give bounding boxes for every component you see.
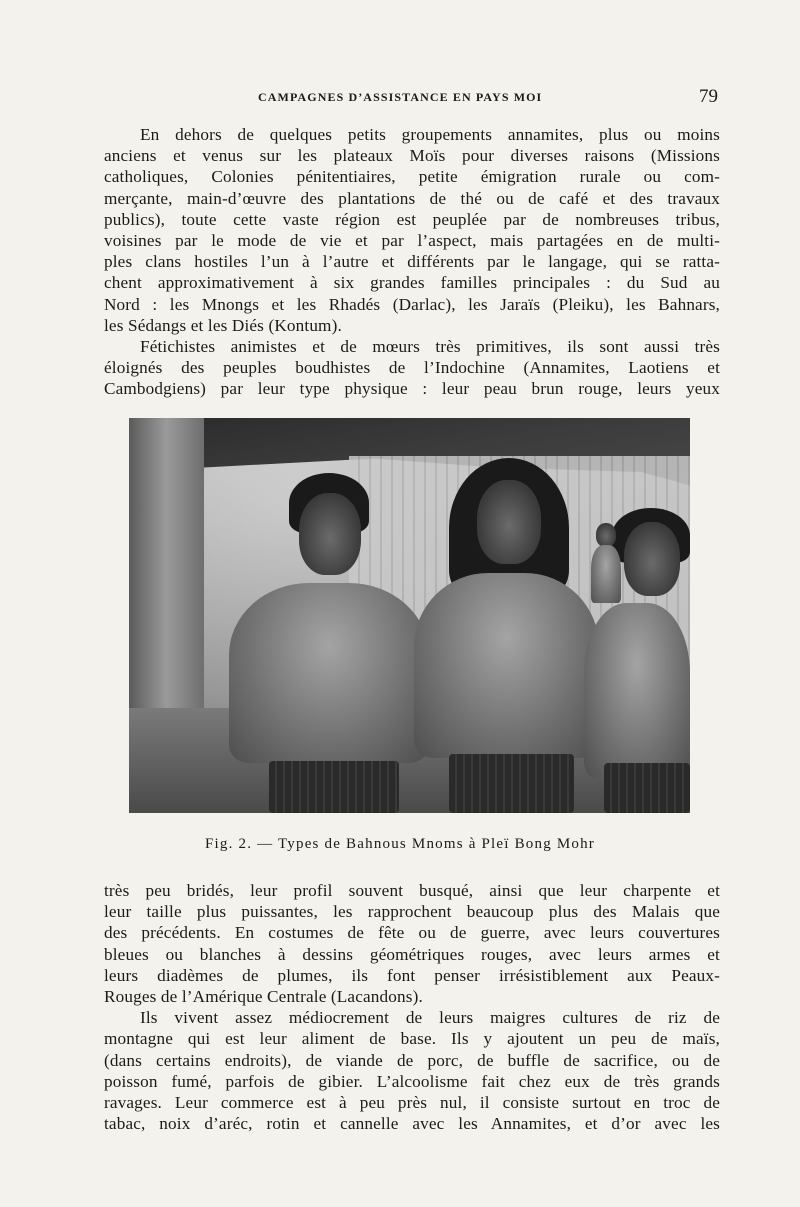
text-line: (dans certains endroits), de viande de porc, de buffle de sacrifice, ou de — [104, 1050, 720, 1070]
text-line: très peu bridés, leur profil souvent busqué, ainsi que leur charpente et — [104, 881, 720, 900]
running-title: CAMPAGNES D’ASSISTANCE EN PAYS MOI — [258, 90, 543, 104]
loincloth — [604, 763, 690, 813]
loincloth — [449, 754, 574, 813]
head — [624, 522, 680, 596]
text-line: merçante, main-d’œuvre des plantations de thé ou de café et des travaux — [104, 188, 720, 208]
text-line: Nord : les Mnongs et les Rhadés (Darlac), les Jaraïs (Pleiku), les Bahnars, — [104, 294, 720, 314]
text-line: En dehors de quelques petits groupements annamites, plus ou moins — [140, 125, 720, 144]
person-left — [229, 473, 429, 813]
torso — [584, 603, 690, 778]
text-line: des précédents. En costumes de fête ou de guerre, avec leurs couvertures — [104, 923, 720, 943]
text-line: Rouges de l’Amérique Centrale (Lacandons). — [104, 986, 423, 1006]
paragraph-block-top — [104, 124, 720, 399]
figure-caption: Fig. 2. — Types de Bahnous Mnoms à Pleï Bong Mohr — [205, 836, 595, 852]
torso — [414, 573, 599, 758]
torso — [591, 545, 621, 603]
text-line: Cambodgiens) par leur type physique : leur peau brun rouge, leurs yeux — [104, 379, 720, 399]
text-line: chent approximativement à six grandes familles principales : du Sud au — [104, 273, 720, 293]
torso — [229, 583, 429, 763]
text-line: anciens et venus sur les plateaux Moïs pour diverses raisons (Missions — [104, 146, 720, 166]
text-line: voisines par le mode de vie et par l’aspect, mais partagées en de multi- — [104, 230, 720, 250]
text-line: tabac, noix d’aréc, rotin et cannelle avec les Annamites, et d’or avec les — [104, 1114, 720, 1134]
loincloth — [269, 761, 399, 813]
head — [477, 480, 541, 564]
text-line: Ils vivent assez médiocrement de leurs maigres cultures de riz de — [140, 1008, 720, 1028]
text-line: publics), toute cette vaste région est peuplée par de nombreuses tribus, — [104, 209, 720, 229]
text-line: ravages. Leur commerce est à peu près nul, il consiste surtout en troc de — [104, 1092, 720, 1112]
head — [596, 523, 616, 547]
text-line: montagne qui est leur aliment de base. Ils y ajoutent un peu de maïs, — [104, 1029, 720, 1049]
person-background-child — [591, 523, 621, 603]
text-line: Fétichistes animistes et de mœurs très primitives, ils sont aussi très — [140, 336, 720, 356]
text-line: leurs diadèmes de plumes, ils font penser irrésistiblement aux Peaux- — [104, 965, 720, 985]
text-line: poisson fumé, parfois de gibier. L’alcoolisme fait chez eux de très grands — [104, 1071, 720, 1091]
text-line: leur taille plus puissantes, les rapprochent beaucoup plus des Malais que — [104, 902, 720, 922]
text-line: éloignés des peuples boudhistes de l’Indochine (Annamites, Laotiens et — [104, 358, 720, 378]
text-line: bleues ou blanches à dessins géométriques rouges, avec leurs armes et — [104, 944, 720, 964]
text-line: catholiques, Colonies pénitentiaires, petite émigration rurale ou com- — [104, 167, 720, 187]
text-line: les Sédangs et les Diés (Kontum). — [104, 315, 342, 335]
figure-photograph — [129, 418, 690, 813]
person-center — [409, 458, 609, 813]
head — [299, 493, 361, 575]
page-number: 79 — [699, 86, 718, 107]
page-header — [0, 86, 800, 112]
paragraph-block-bottom — [104, 880, 720, 1134]
text-line: ples clans hostiles l’un à l’autre et différents par le langage, qui se ratta- — [104, 252, 720, 272]
